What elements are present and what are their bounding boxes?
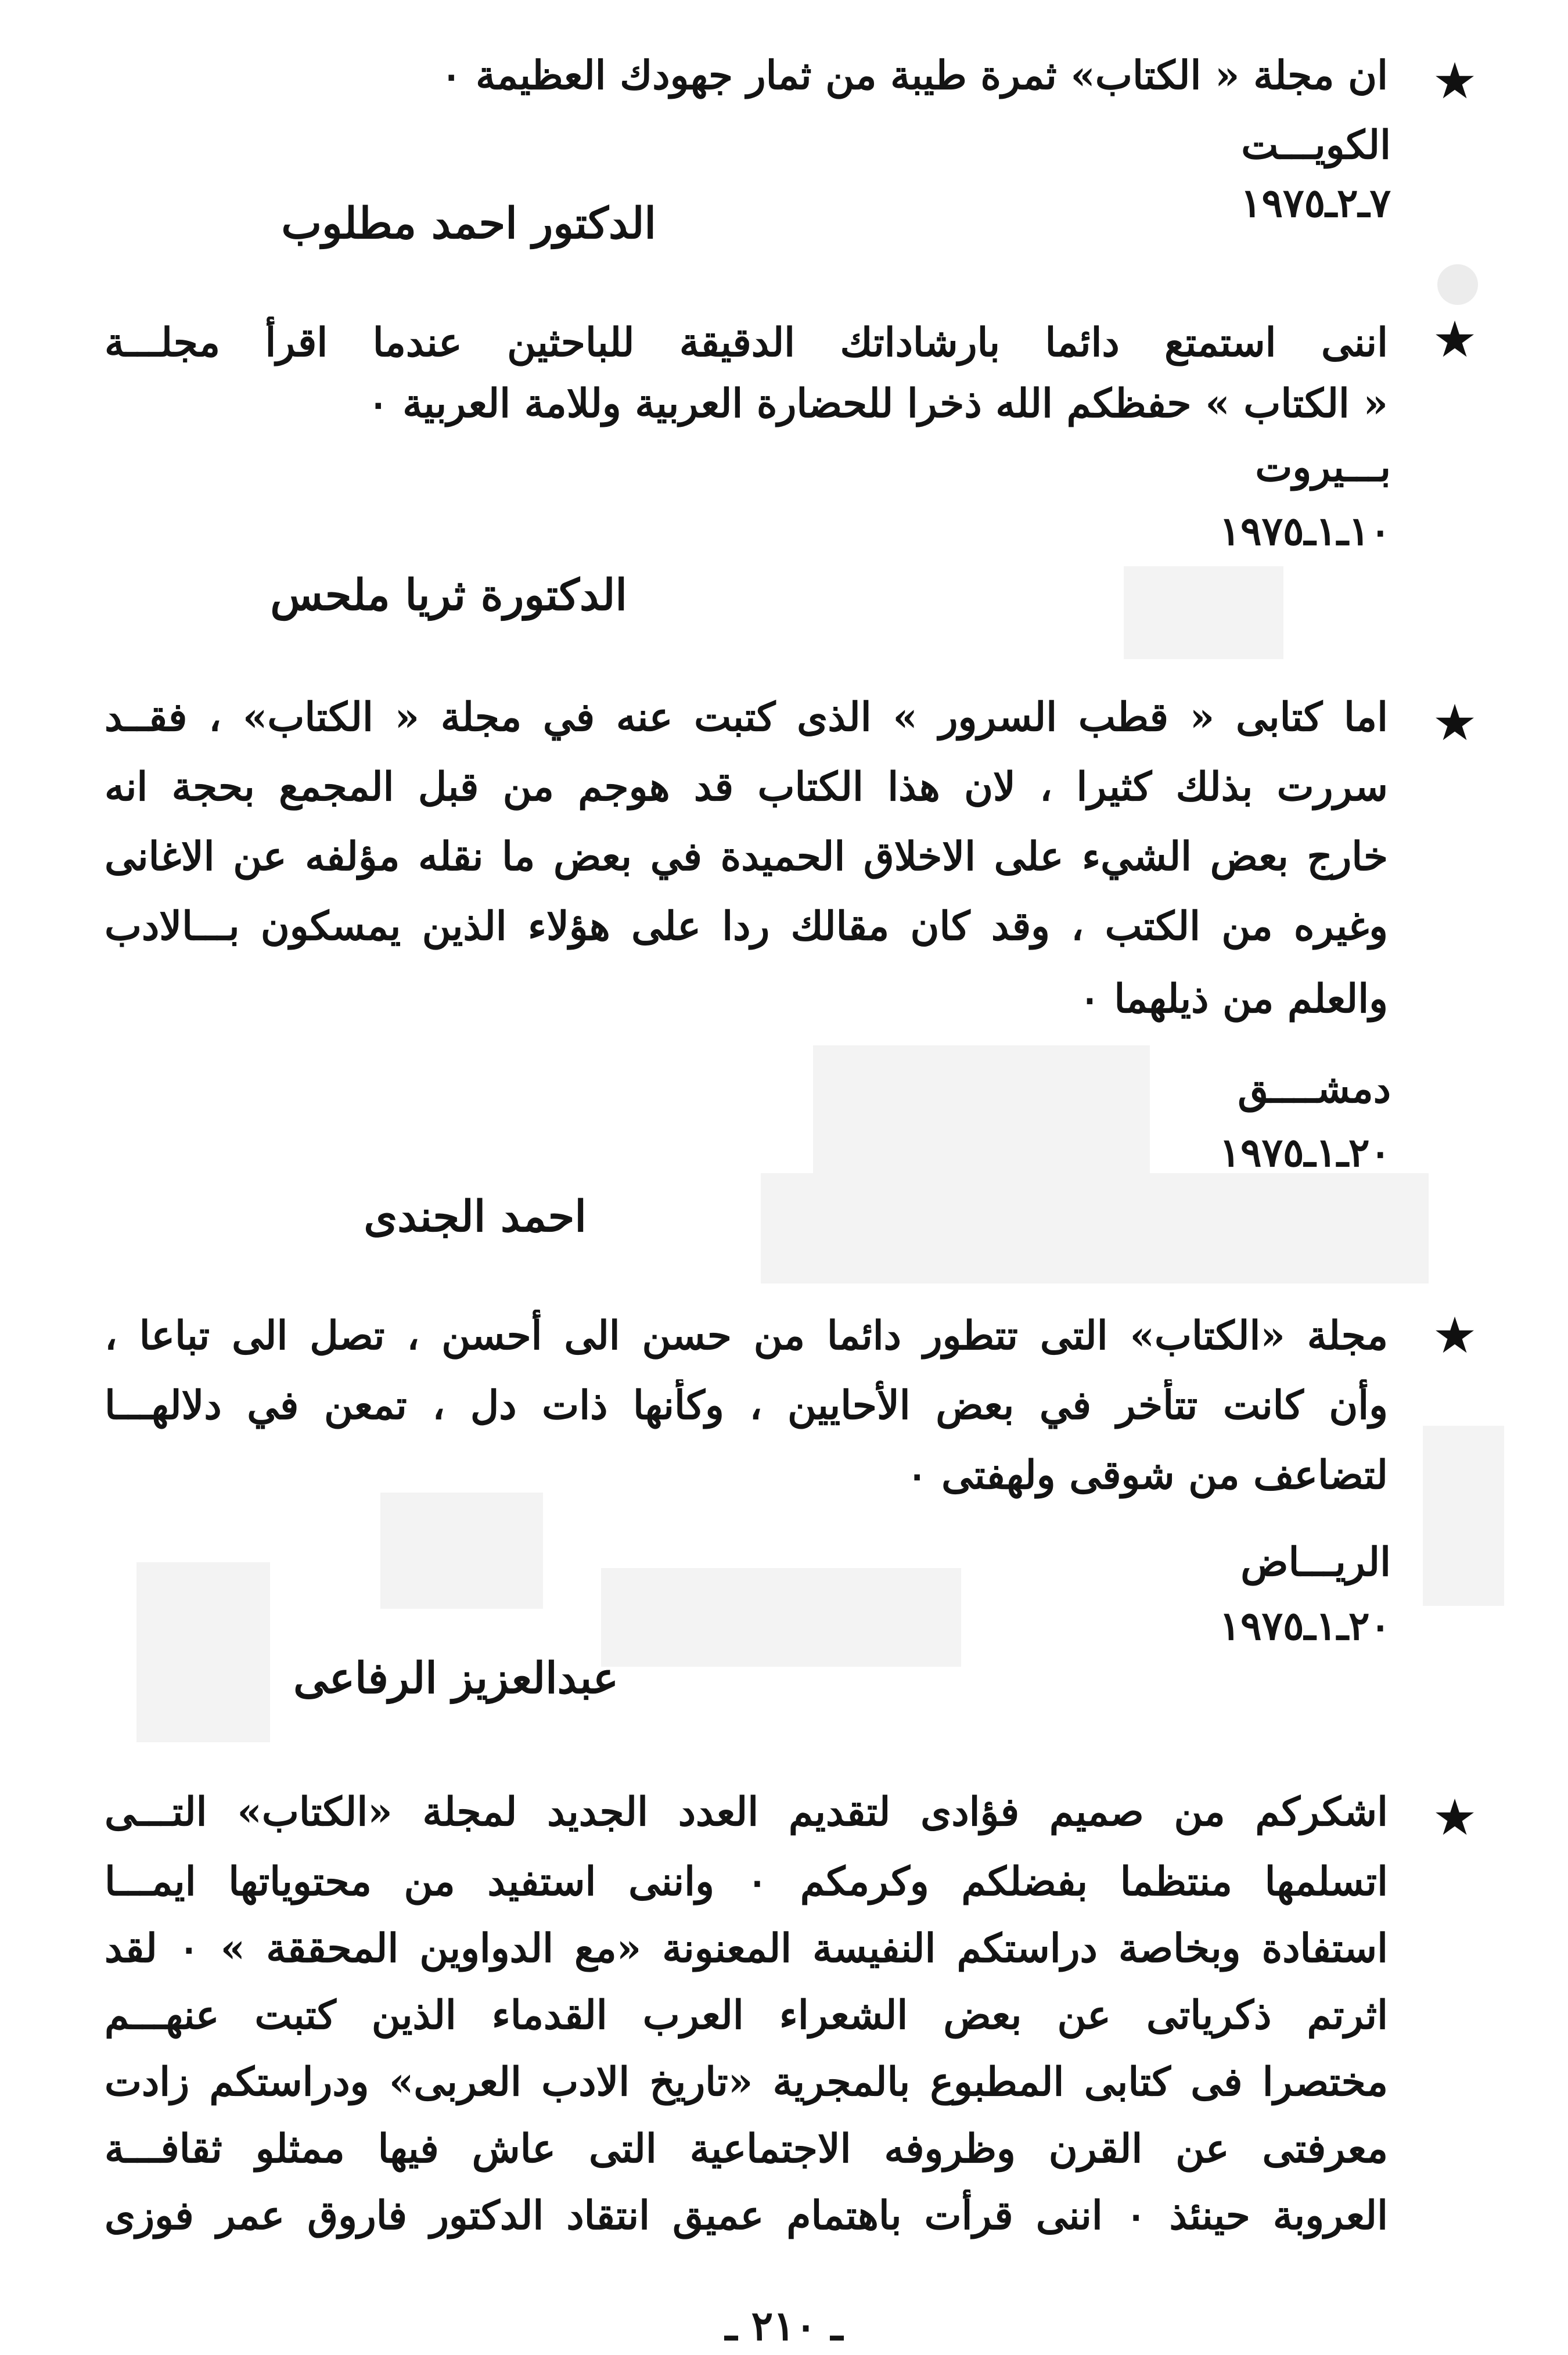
entry-5-line-7: العروبة حينئذ ٠ اننى قرأت باهتمام عميق انتقاد الدكتور فاروق عمر فوزى bbox=[105, 2192, 1388, 2239]
scan-smudge bbox=[380, 1493, 543, 1609]
entry-4-date: ٢٠ـ١ـ١٩٧٥ bbox=[1219, 1603, 1391, 1649]
scan-smudge bbox=[1423, 1426, 1504, 1606]
bullet-star-icon: ★ bbox=[1432, 1789, 1477, 1847]
entry-3-line-5: والعلم من ذيلهما ٠ bbox=[1079, 976, 1388, 1022]
entry-4-place: الريـــاض bbox=[1240, 1539, 1391, 1585]
entry-3-line-4: وغيره من الكتب ، وقد كان مقالك ردا على هؤلاء الذين يمسكون بـــالادب bbox=[105, 903, 1388, 950]
entry-1-line-1: ان مجلة « الكتاب» ثمرة طيبة من ثمار جهودك العظيمة ٠ bbox=[440, 52, 1388, 99]
entry-5-line-2: اتسلمها منتظما بفضلكم وكرمكم ٠ واننى استفيد من محتوياتها ايمـــا bbox=[105, 1858, 1388, 1905]
scan-smudge bbox=[761, 1173, 1429, 1283]
entry-4-line-2: وأن كانت تتأخر في بعض الأحايين ، وكأنها ذات دل ، تمعن في دلالهـــا bbox=[105, 1382, 1388, 1429]
entry-1-date: ٧ـ٢ـ١٩٧٥ bbox=[1240, 180, 1391, 226]
entry-3-line-2: سررت بذلك كثيرا ، لان هذا الكتاب قد هوجم من قبل المجمع بحجة انه bbox=[105, 764, 1388, 810]
entry-2-place: بـــيروت bbox=[1255, 444, 1391, 491]
entry-2-line-2: « الكتاب » حفظكم الله ذخرا للحضارة العربية وللامة العربية ٠ bbox=[368, 380, 1388, 427]
entry-2-date: ١٠ـ١ـ١٩٧٥ bbox=[1219, 508, 1391, 555]
entry-5-line-4: اثرتم ذكرياتى عن بعض الشعراء العرب القدماء الذين كتبت عنهـــم bbox=[105, 1992, 1388, 2038]
scan-smudge bbox=[136, 1562, 270, 1742]
bullet-star-icon: ★ bbox=[1432, 311, 1477, 369]
page-number: ـ ٢١٠ ـ bbox=[725, 2302, 843, 2350]
scan-smudge bbox=[1124, 566, 1283, 659]
entry-4-line-1: مجلة «الكتاب» التى تتطور دائما من حسن الى أحسن ، تصل الى تباعا ، bbox=[105, 1313, 1388, 1359]
entry-3-date: ٢٠ـ١ـ١٩٧٥ bbox=[1219, 1130, 1391, 1176]
entry-3-place: دمشــــق bbox=[1238, 1066, 1391, 1112]
entry-4-author: عبدالعزيز الرفاعى bbox=[293, 1653, 618, 1703]
scan-dot bbox=[1437, 264, 1478, 305]
entry-1-author: الدكتور احمد مطلوب bbox=[281, 199, 656, 249]
entry-5-line-6: معرفتى عن القرن وظروفه الاجتماعية التى عاش فيها ممثلو ثقافـــة bbox=[105, 2126, 1388, 2172]
scan-smudge bbox=[601, 1568, 961, 1667]
entry-2-line-1: اننى استمتع دائما بارشاداتك الدقيقة للباحثين عندما اقرأ مجلـــة bbox=[105, 319, 1388, 366]
entry-2-author: الدكتورة ثريا ملحس bbox=[270, 570, 627, 620]
entry-4-line-3: لتضاعف من شوقى ولهفتى ٠ bbox=[906, 1452, 1388, 1498]
bullet-star-icon: ★ bbox=[1432, 1307, 1477, 1365]
entry-3-author: احمد الجندى bbox=[364, 1192, 587, 1242]
entry-5-line-5: مختصرا فى كتابى المطبوع بالمجرية «تاريخ الادب العربى» ودراستكم زادت bbox=[105, 2059, 1388, 2105]
entry-5-line-1: اشكركم من صميم فؤادى لتقديم العدد الجديد لمجلة «الكتاب» التـــى bbox=[105, 1789, 1388, 1835]
bullet-star-icon: ★ bbox=[1432, 694, 1477, 752]
entry-3-line-3: خارج بعض الشيء على الاخلاق الحميدة في بعض ما نقله مؤلفه عن الاغانى bbox=[105, 833, 1388, 880]
entry-5-line-3: استفادة وبخاصة دراستكم النفيسة المعنونة «مع الدواوين المحققة » ٠ لقد bbox=[105, 1925, 1388, 1972]
entry-1-place: الكويـــت bbox=[1241, 122, 1391, 168]
entry-3-line-1: اما كتابى « قطب السرور » الذى كتبت عنه في مجلة « الكتاب» ، فقــد bbox=[105, 694, 1388, 740]
bullet-star-icon: ★ bbox=[1432, 52, 1477, 110]
